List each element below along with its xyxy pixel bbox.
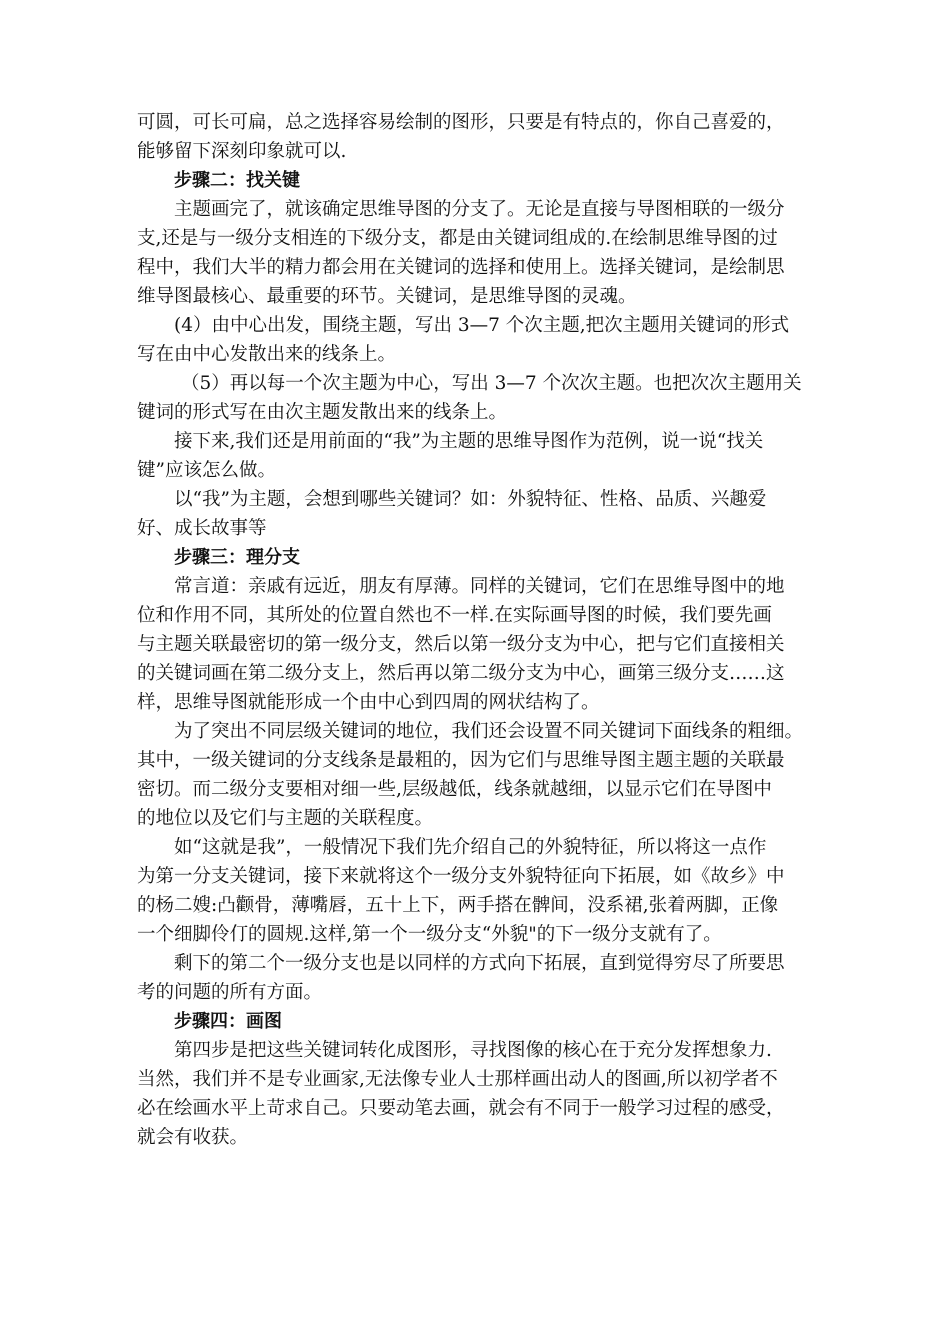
text-line: 的地位以及它们与主题的关联程度。 xyxy=(137,808,434,829)
text-line: 必在绘画水平上苛求自己。只要动笔去画，就会有不同于一般学习过程的感受， xyxy=(137,1098,785,1119)
text-line: 当然，我们并不是专业画家,无法像专业人士那样画出动人的图画,所以初学者不 xyxy=(137,1069,778,1090)
text-line: 支,还是与一级分支相连的下级分支，都是由关键词组成的.在绘制思维导图的过 xyxy=(137,228,778,249)
document-page xyxy=(137,108,827,1152)
text-line: 可圆，可长可扁，总之选择容易绘制的图形，只要是有特点的，你自己喜爱的， xyxy=(137,112,785,133)
text-line: 与主题关联最密切的第一级分支，然后以第一级分支为中心，把与它们直接相关 xyxy=(137,634,785,655)
text-line: 接下来,我们还是用前面的“我”为主题的思维导图作为范例，说一说“找关 xyxy=(174,431,764,452)
section-heading-step-2: 步骤二：找关键 xyxy=(174,170,300,191)
text-line: 其中，一级关键词的分支线条是最粗的，因为它们与思维导图主题主题的关联最 xyxy=(137,750,785,771)
text-line: 主题画完了，就该确定思维导图的分支了。无论是直接与导图相联的一级分 xyxy=(174,199,785,220)
text-line: 密切。而二级分支要相对细一些,层级越低，线条就越细，以显示它们在导图中 xyxy=(137,779,772,800)
text-line: 程中，我们大半的精力都会用在关键词的选择和使用上。选择关键词，是绘制思 xyxy=(137,257,785,278)
text-line: 好、成长故事等 xyxy=(137,518,267,539)
section-heading-step-4: 步骤四：画图 xyxy=(174,1011,282,1032)
text-line: 维导图最核心、最重要的环节。关键词，是思维导图的灵魂。 xyxy=(137,286,637,307)
text-line: 考的问题的所有方面。 xyxy=(137,982,323,1003)
text-line: 如“这就是我”，一般情况下我们先介绍自己的外貌特征，所以将这一点作 xyxy=(174,837,767,858)
text-line: 样，思维导图就能形成一个由中心到四周的网状结构了。 xyxy=(137,692,600,713)
text-line: 剩下的第二个一级分支也是以同样的方式向下拓展，直到觉得穷尽了所要思 xyxy=(174,953,785,974)
text-line: 位和作用不同，其所处的位置自然也不一样.在实际画导图的时候，我们要先画 xyxy=(137,605,772,626)
text-line: 第四步是把这些关键词转化成图形，寻找图像的核心在于充分发挥想象力. xyxy=(174,1040,772,1061)
text-line: 能够留下深刻印象就可以. xyxy=(137,141,347,162)
text-line: 常言道：亲戚有远近，朋友有厚薄。同样的关键词，它们在思维导图中的地 xyxy=(174,576,785,597)
text-line: （5）再以每一个次主题为中心，写出 3—7 个次次主题。也把次次主题用关 xyxy=(181,373,802,394)
section-heading-step-3: 步骤三：理分支 xyxy=(174,547,300,568)
text-line: (4）由中心出发，围绕主题，写出 3—7 个次主题,把次主题用关键词的形式 xyxy=(174,315,790,336)
text-line: 键”应该怎么做。 xyxy=(137,460,276,481)
text-line: 键词的形式写在由次主题发散出来的线条上。 xyxy=(137,402,508,423)
text-line: 写在由中心发散出来的线条上。 xyxy=(137,344,397,365)
text-line: 以“我”为主题，会想到哪些关键词？如：外貌特征、性格、品质、兴趣爱 xyxy=(174,489,767,510)
text-line: 为第一分支关键词，接下来就将这个一级分支外貌特征向下拓展，如《故乡》中 xyxy=(137,866,785,887)
text-line: 就会有收获。 xyxy=(137,1127,249,1148)
text-line: 一个细脚伶仃的圆规.这样,第一个一级分支“外貌"的下一级分支就有了。 xyxy=(137,924,722,945)
text-line: 的杨二嫂:凸颧骨，薄嘴唇，五十上下，两手搭在髀间，没系裙,张着两脚，正像 xyxy=(137,895,779,916)
text-line: 的关键词画在第二级分支上，然后再以第二级分支为中心，画第三级分支……这 xyxy=(137,663,785,684)
text-line: 为了突出不同层级关键词的地位，我们还会设置不同关键词下面线条的粗细。 xyxy=(174,721,804,742)
